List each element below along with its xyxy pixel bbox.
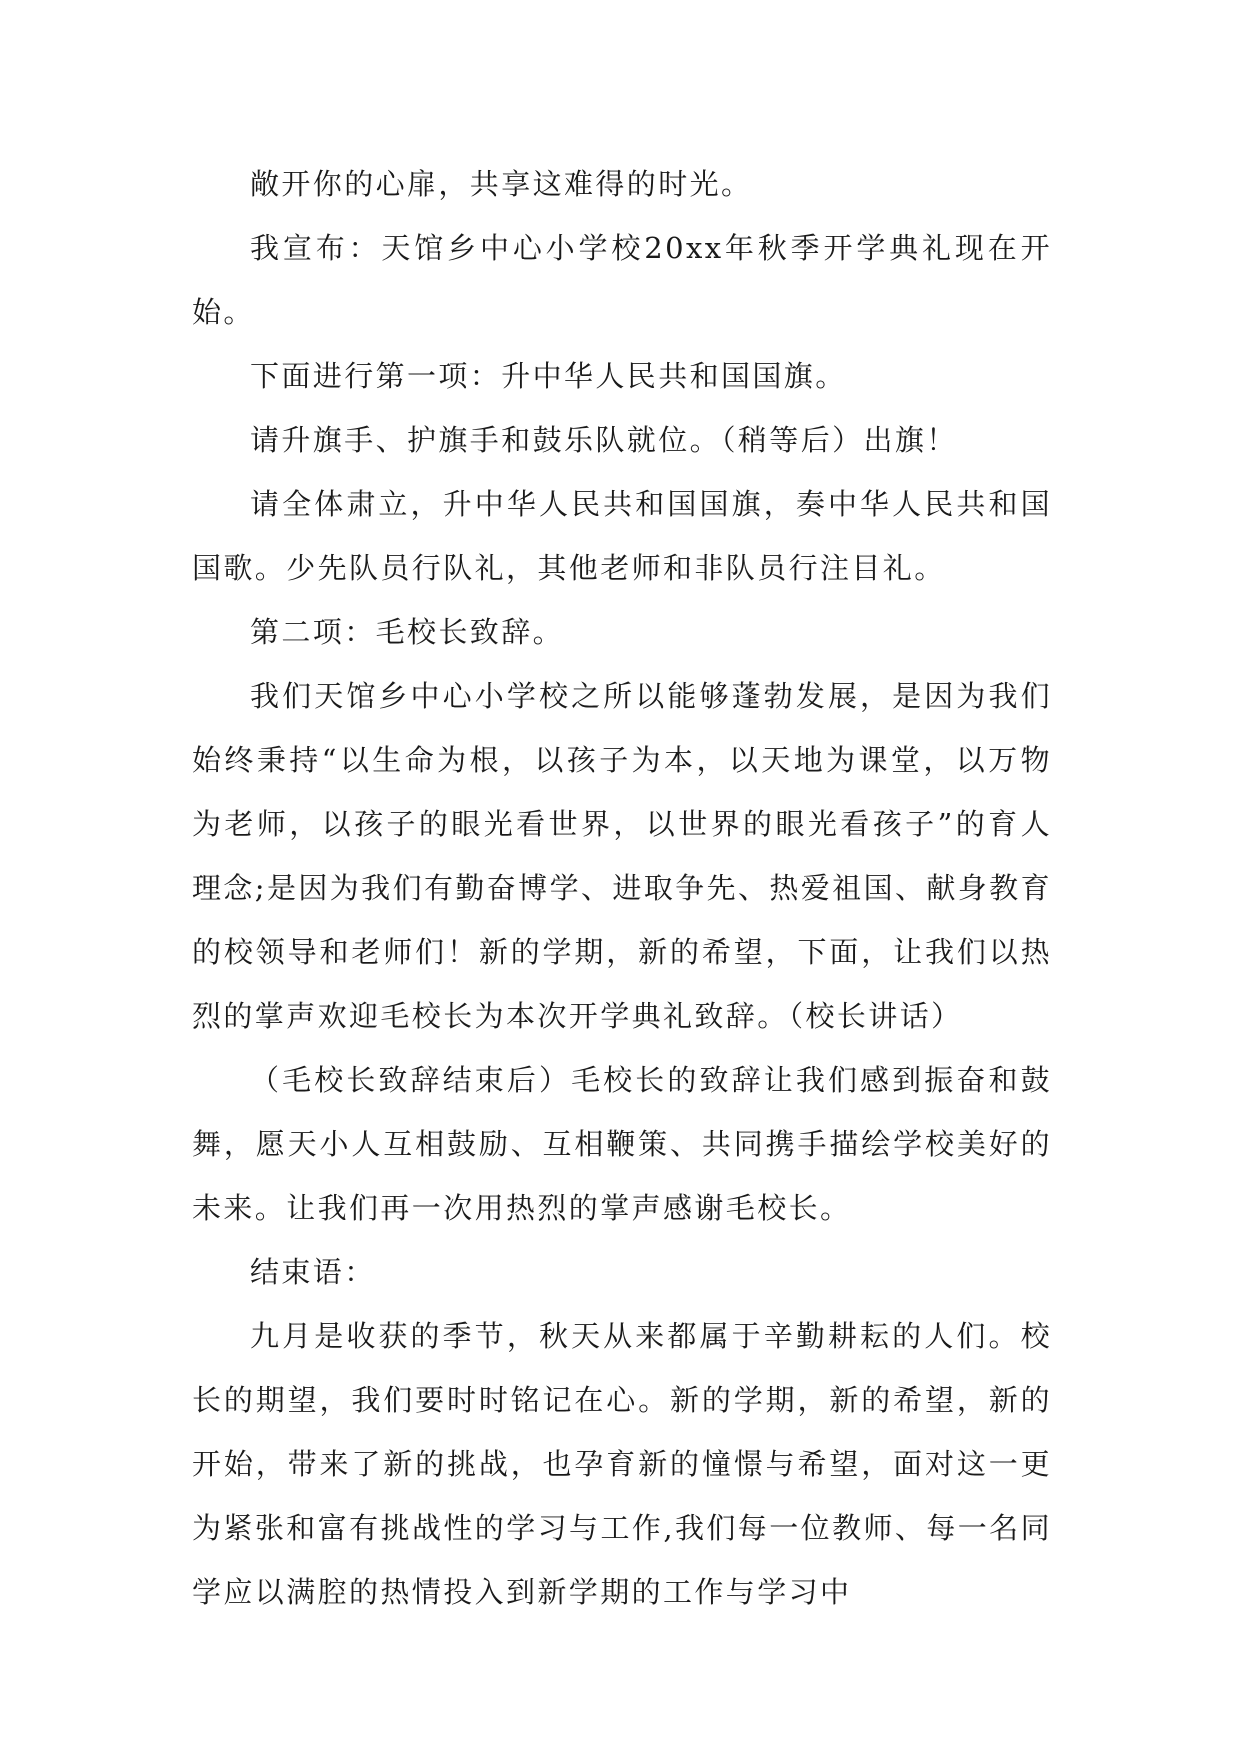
paragraph-flag-team: 请升旗手、护旗手和鼓乐队就位。（稍等后）出旗！ [250,423,958,457]
document-body [192,152,1052,1624]
paragraph-after-speech: （毛校长致辞结束后）毛校长的致辞让我们感到振奋和鼓舞，愿天小人互相鼓励、互相鞭策、共同携手描绘学校美好的未来。让我们再一次用热烈的掌声感谢毛校长。 [192,1063,1052,1225]
paragraph-school-philosophy: 我们天馆乡中心小学校之所以能够蓬勃发展，是因为我们始终秉持“以生命为根，以孩子为本，以天地为课堂，以万物为老师，以孩子的眼光看世界，以世界的眼光看孩子”的育人理念;是因为我们有勤奋博学、进取争先、热爱祖国、献身教育的校领导和老师们！新的学期，新的希望，下面，让我们以热烈的掌声欢迎毛校长为本次开学典礼致辞。（校长讲话） [192,679,1052,1033]
paragraph-item-one: 下面进行第一项：升中华人民共和国国旗。 [250,359,847,393]
paragraph-item-two: 第二项：毛校长致辞。 [250,615,565,649]
paragraph-open-heart: 敞开你的心扉，共享这难得的时光。 [250,167,753,201]
paragraph-announcement: 我宣布：天馆乡中心小学校20xx年秋季开学典礼现在开始。 [192,231,1052,329]
paragraph-closing-remarks: 九月是收获的季节，秋天从来都属于辛勤耕耘的人们。校长的期望，我们要时时铭记在心。新的学期，新的希望，新的开始，带来了新的挑战，也孕育新的憧憬与希望，面对这一更为紧张和富有挑战性的学习与工作,我们每一位教师、每一名同学应以满腔的热情投入到新学期的工作与学习中 [192,1319,1052,1609]
paragraph-national-anthem: 请全体肃立，升中华人民共和国国旗，奏中华人民共和国国歌。少先队员行队礼，其他老师和非队员行注目礼。 [192,487,1052,585]
paragraph-closing-heading: 结束语： [250,1255,376,1289]
